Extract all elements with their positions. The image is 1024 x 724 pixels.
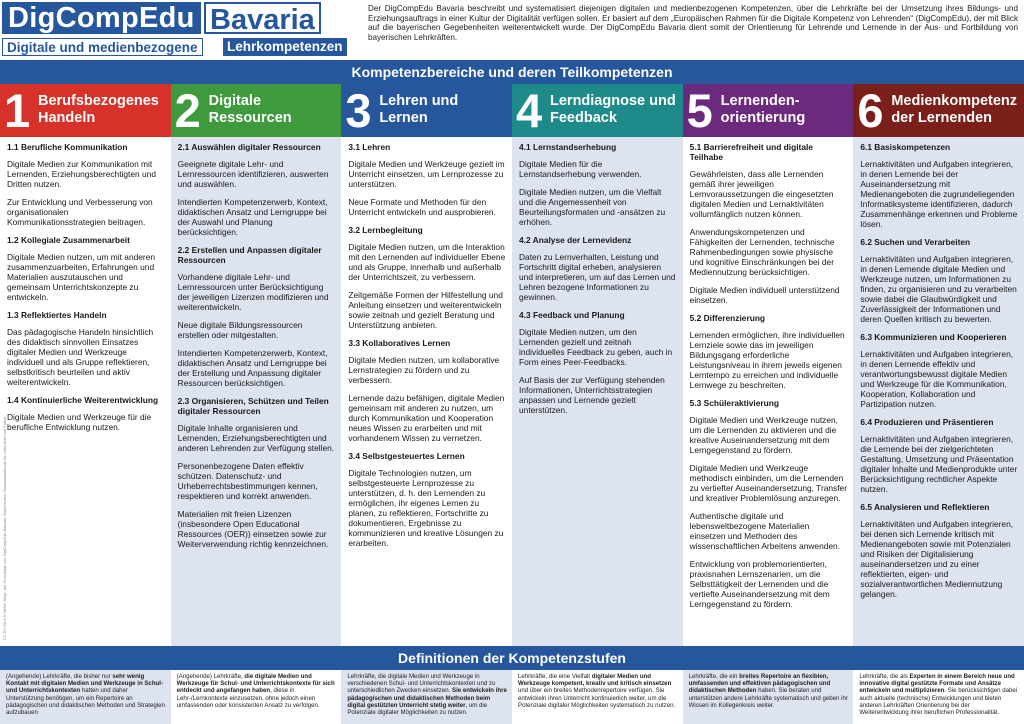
- section-heading-competencies: Kompetenzbereiche und deren Teilkompetenzen: [0, 60, 1024, 84]
- subcompetency-text: Lernenden ermöglichen, ihre individuellen Lernziele sowie das im jeweiligen Bildungsgang erforderliche Leistungsniveau in ihrem jeweils eigenen Lerntempo zu erreichen und individuelle Lernwege zu beschreiten.: [689, 330, 845, 390]
- subcompetency-text: Daten zu Lernverhalten, Leistung und Fortschritt digital erheben, analysieren und interpretieren, um auf das Lernen und Lehren bezogene Informationen zu gewinnen.: [519, 252, 676, 302]
- subcompetency-text: Digitale Medien und Werkzeuge für die berufliche Entwicklung nutzen.: [7, 412, 152, 432]
- competency-columns: [0, 84, 1024, 646]
- subcompetency-heading: 2.2 Erstellen und Anpassen digitaler Ressourcen: [177, 245, 322, 265]
- subcompetency-text: Digitale Medien und Werkzeuge methodisch einbinden, um die Lernenden zu vertiefter Auseinandersetzung, Transfer und kreativer Problemlösung anzuregen.: [689, 463, 848, 503]
- license-note: CC BY-SA 4.0 Stefan Mayr, auf Grundlage von DigCompEdu Bavaria, Bayerisches Staatsministerium für Unterricht und Kultus: [2, 416, 7, 640]
- subcompetency-text: Geeignete digitale Lehr- und Lernressourcen identifizieren, auswerten und auswählen.: [177, 159, 329, 189]
- column-title: Berufsbezogenes Handeln: [38, 93, 159, 126]
- logo-digcompedu: DigCompEdu: [2, 2, 201, 34]
- definition-emphasis: digitaler Medien und Werkzeuge kompetent, kreativ und kritisch einsetzen: [518, 673, 672, 688]
- subcompetency-text: Das pädagogische Handeln hinsichtlich des didaktisch sinnvollen Einsatzes digitaler Medien und Werkzeuge individuell und als Gruppe reflektieren, selbstkritisch beurteilen und aktiv weiterentwickeln.: [7, 327, 154, 387]
- subcompetency-text: Lernaktivitäten und Aufgaben integrieren, in denen Lernende bei der Auseinandersetzung mit Medienangeboten die zugrundeliegenden Informatiksysteme identifizieren, dadurch Zusammenhänge erkennen und Probleme lösen.: [860, 159, 1018, 229]
- level-definition-5: [683, 670, 854, 724]
- subcompetency-heading: 1.4 Kontinuierliche Weiterentwicklung: [7, 395, 159, 405]
- subcompetency-text: Vorhandene digitale Lehr- und Lernressourcen unter Berücksichtigung der jeweiligen Lizenzen modifizieren und weiterentwickeln.: [177, 272, 329, 312]
- subcompetency-text: Entwicklung von problemorientierten, praxisnahen Lernszenarien, um die Selbsttätigkeit der Lernenden und die vertiefte Auseinandersetzung mit dem Lerngegenstand zu fördern.: [689, 559, 830, 609]
- subcompetency-heading: 6.1 Basiskompetenzen: [860, 142, 951, 152]
- subcompetency-heading: 2.1 Auswählen digitaler Ressourcen: [177, 142, 321, 152]
- level-definition-4: [512, 670, 683, 724]
- subcompetency-heading: 5.3 Schüleraktivierung: [689, 398, 780, 408]
- competency-column-3: [341, 84, 512, 646]
- subcompetency-text: Digitale Medien nutzen, um den Lernenden gezielt und zeitnah individuelles Feedback zu geben, auch in Form eines Peer-Feedbacks.: [519, 327, 673, 367]
- column-title: Lehren und Lernen: [379, 93, 459, 126]
- subcompetency-heading: 1.2 Kollegiale Zusammenarbeit: [7, 235, 130, 245]
- subcompetency-text: Digitale Medien für die Lernstandserhebung verwenden.: [519, 159, 642, 179]
- subcompetency-text: Digitale Medien individuell unterstützend einsetzen.: [689, 285, 840, 305]
- definition-text: haben. Sie beraten und unterstützen andere Lehrkräfte systematisch und geben ihr Wissen im Kollegenkreis weiter.: [688, 687, 848, 709]
- subcompetency-heading: 4.2 Analyse der Lernevidenz: [519, 235, 632, 245]
- subcompetency-text: Digitale Medien nutzen, um mit anderen zusammenzuarbeiten, Erfahrungen und Materialien auszutauschen und gemeinsam Unterrichtskonzepte zu entwickeln.: [7, 252, 156, 302]
- subcompetency-text: Materialien mit freien Lizenzen (insbesondere Open Educational Ressources (OER)) einsetzen sowie zur Weiterverwendung richtig kennzeichnen.: [177, 509, 329, 549]
- column-header: [341, 84, 512, 137]
- subcompetency-heading: 5.2 Differenzierung: [689, 313, 766, 323]
- definition-text: hatten und daher Unterstützung benötigen, um ein Repertoire an pädagogischen und didaktischen Methoden und Strategien aufzubauen: [6, 687, 165, 717]
- subcompetency-heading: 4.3 Feedback und Planung: [519, 310, 625, 320]
- column-header: [0, 84, 171, 137]
- column-title: Lerndiagnose und Feedback: [550, 93, 676, 126]
- column-header: [683, 84, 854, 137]
- subcompetency-text: Zeitgemäße Formen der Hilfestellung und Anleitung einsetzen und weiterentwickeln sowie zeitnah und gezielt Beratung und Unterstützung anbieten.: [348, 290, 503, 330]
- definition-text: (Angehende) Lehrkräfte, die bisher nur: [6, 673, 113, 680]
- competency-column-6: [853, 84, 1024, 646]
- competency-column-1: [0, 84, 171, 646]
- column-number: 6: [857, 84, 884, 137]
- subcompetency-text: Digitale Medien nutzen, um kollaborative Lernstrategien zu fördern und zu verbessern.: [348, 355, 500, 385]
- column-body: [171, 137, 342, 549]
- subcompetency-text: Digitale Medien und Werkzeuge nutzen, um die Lernenden zu aktivieren und die kreative Auseinandersetzung mit dem Lerngegenstand zu fördern.: [689, 415, 839, 455]
- level-definition-6: [853, 670, 1024, 724]
- definition-text: . Sie berücksichtigen dabei auch aktuelle (technische) Entwicklungen und bieten anderen Lehrkräften Orientierung bei der Weiterentwicklung ihrer beruflichen Professionalität.: [859, 687, 1018, 717]
- level-definition-1: [0, 670, 171, 724]
- column-number: 2: [174, 84, 201, 137]
- definition-text: (Angehende) Lehrkräfte,: [176, 673, 245, 680]
- definition-emphasis: sehr wenig Kontakt mit digitalen Medien und Werkzeuge in Schul- und Unterrichtskontexten: [6, 673, 163, 695]
- subcompetency-heading: 6.3 Kommunizieren und Kooperieren: [860, 332, 1007, 342]
- subcompetency-text: Intendierten Kompetenzerwerb, Kontext, didaktischen Ansatz und Lerngruppe bei der Erstellung und Anpassung digitaler Ressourcen berücksichtigen.: [177, 348, 328, 388]
- subcompetency-heading: 3.2 Lernbegleitung: [348, 225, 423, 235]
- subcompetency-heading: 5.1 Barrierefreiheit und digitale Teilhabe: [689, 142, 813, 162]
- definition-text: Lehrkräfte, die digitale Medien und Werkzeuge in verschiedenen Schul- und Unterrichtskontexten und zu unterschiedlichen Zwecken einsetzen.: [347, 673, 496, 695]
- column-title: Digitale Ressourcen: [208, 93, 292, 126]
- subcompetency-text: Gewährleisten, dass alle Lernenden gemäß ihrer jeweiligen Lernvoraussetzungen die eingesetzten digitalen Medien und Lernaktivitäten vollumfänglich nutzen können.: [689, 169, 834, 219]
- column-number: 4: [516, 84, 543, 137]
- definition-text: Lehrkräfte, die als: [859, 673, 910, 680]
- column-header: [171, 84, 342, 137]
- subcompetency-text: Lernaktivitäten und Aufgaben integrieren, in denen Lernende digitale Medien und Werkzeuge nutzen, um Informationen zu finden, zu organisieren und zu verarbeiten sowie dabei die Glaubwürdigkeit und Zuverlässigkeit der Informationen und deren Quellen kritisch zu bewerten.: [860, 254, 1017, 324]
- definition-text: , diese in Lehr-/Lernkontexte einzusetzen, ohne jedoch einen umfassenden oder konsistenten Ansatz zu verfolgen.: [176, 687, 320, 709]
- subcompetency-text: Lernaktivitäten und Aufgaben integrieren, in denen Lernende effektiv und verantwortungsbewusst digitale Medien und Werkzeuge für die Kommunikation, Kooperation, Kollaboration und Partizipation nutzen.: [860, 349, 1014, 409]
- subcompetency-heading: 3.4 Selbstgesteuertes Lernen: [348, 451, 465, 461]
- intro-text: Der DigCompEdu Bavaria beschreibt und systematisiert diejenigen digitalen und medienbezogenen Kompetenzen, über die Lehrkräfte bei der Umsetzung ihres Bildungs- und Erziehungsauftrags in einer Kultur der Digitalität verfügen sollen. Er basiert auf dem „Europäischen Rahmen für die Digitale Kompetenz von Lehrenden“ (DigCompEdu), der mit Blick auf die bayerischen Gegebenheiten weiterentwickelt wurde. Der DigCompEdu Bavaria dient somit der Orientierung für Lehrende und Lernende in der Aus- und Fortbildung von bayerischen Lehrkräften.: [368, 4, 1018, 42]
- definition-row: [0, 670, 1024, 724]
- definition-emphasis: Sie entwickeln ihre pädagogischen und didaktischen Methoden beim digital gestützten Unterricht stetig weiter: [347, 687, 507, 709]
- definition-text: , um die Potenziale digitaler Möglichkeiten zu nutzen.: [347, 701, 488, 717]
- column-header: [512, 84, 683, 137]
- column-body: [0, 137, 171, 432]
- definition-emphasis: breites Repertoire an flexiblen, umfassenden und effektiven pädagogischen und didaktischen Methoden: [688, 673, 831, 695]
- column-body: [341, 137, 512, 548]
- column-header: [853, 84, 1024, 137]
- subcompetency-heading: 3.3 Kollaboratives Lernen: [348, 338, 451, 348]
- subcompetency-text: Digitale Technologien nutzen, um selbstgesteuerte Lernprozesse zu unterstützen, d. h. den Lernenden zu ermöglichen, ihr eigenes Lernen zu planen, zu reflektieren, Fortschritte zu dokumentieren, Ergebnisse zu kommunizieren und kreative Lösungen zu erarbeiten.: [348, 468, 504, 548]
- subcompetency-text: Digitale Medien nutzen, um die Vielfalt und die Angemessenheit von Beurteilungsformaten und -ansätzen zu erhöhen.: [519, 187, 666, 227]
- subcompetency-text: Personenbezogene Daten effektiv schützen. Datenschutz- und Urheberrechtsbestimmungen kennen, respektieren und korrekt anwenden.: [177, 461, 318, 501]
- logo-bavaria: Bavaria: [204, 2, 321, 34]
- competency-column-2: [171, 84, 342, 646]
- subtitle-part1: Digitale und medienbezogene: [2, 38, 203, 56]
- subcompetency-heading: 4.1 Lernstandserhebung: [519, 142, 617, 152]
- subcompetency-text: Digitale Inhalte organisieren und Lernenden, Erziehungsberechtigten und anderen Lehrenden zur Verfügung stellen.: [177, 423, 335, 453]
- subcompetency-heading: 1.3 Reflektiertes Handeln: [7, 310, 107, 320]
- definition-emphasis: Experten in einem Bereich neue und innovative digital gestützte Formate und Ansätze entwickeln und multiplizieren: [859, 673, 1015, 695]
- subcompetency-text: Digitale Medien zur Kommunikation mit Lernenden, Erziehungsberechtigten und Dritten nutzen.: [7, 159, 156, 189]
- column-title: Medienkompetenz der Lernenden: [891, 93, 1018, 126]
- column-body: [853, 137, 1024, 599]
- section-heading-definitions: Definitionen der Kompetenzstufen: [0, 646, 1024, 670]
- header: [0, 0, 1024, 57]
- subcompetency-heading: 1.1 Berufliche Kommunikation: [7, 142, 128, 152]
- definition-text: Lehrkräfte, die eine Vielfalt: [518, 673, 592, 680]
- column-number: 1: [4, 84, 31, 137]
- subcompetency-heading: 6.2 Suchen und Verarbeiten: [860, 237, 971, 247]
- definition-emphasis: die digitale Medien und Werkzeuge für Schul- und Unterrichtskontexte für sich entdeckt und angefangen haben: [176, 673, 335, 695]
- subcompetency-text: Lernaktivitäten und Aufgaben integrieren, bei denen sich Lernende kritisch mit Medienangeboten sowie mit Potenzialen und Risiken der Digitalisierung auseinandersetzen und zu einer reflektierten, eigen- und sozialverantwortlichen Mediennutzung gelangen.: [860, 519, 1014, 599]
- subcompetency-text: Neue Formate und Methoden für den Unterricht entwickeln und ausprobieren.: [348, 197, 496, 217]
- subcompetency-heading: 6.5 Analysieren und Reflektieren: [860, 502, 990, 512]
- competency-column-5: [683, 84, 854, 646]
- column-number: 5: [686, 84, 713, 137]
- column-body: [683, 137, 854, 609]
- subcompetency-heading: 6.4 Produzieren und Präsentieren: [860, 417, 994, 427]
- level-definition-2: [171, 670, 342, 724]
- column-body: [512, 137, 683, 415]
- subcompetency-text: Authentische digitale und lebensweltbezogene Materialien einsetzen und Methoden des wissenschaftlichen Arbeitens anwenden.: [689, 511, 841, 551]
- subcompetency-heading: 3.1 Lehren: [348, 142, 391, 152]
- definition-text: Lehrkräfte, die ein: [688, 673, 740, 680]
- subcompetency-text: Zur Entwicklung und Verbesserung von organisationalen Kommunikationsstrategien beitragen.: [7, 197, 153, 227]
- definition-text: und über ein breites Methodenrepertoire verfügen. Sie entwickeln ihren Unterricht kontinuierlich weiter, um die Potenziale digitaler Möglichkeiten systematisch zu nutzen.: [518, 687, 676, 709]
- subcompetency-heading: 2.3 Organisieren, Schützen und Teilen digitaler Ressourcen: [177, 396, 329, 416]
- subcompetency-text: Intendierten Kompetenzerwerb, Kontext, didaktischen Ansatz und Lerngruppe bei der Auswahl und Planung berücksichtigen.: [177, 197, 328, 237]
- subcompetency-text: Lernende dazu befähigen, digitale Medien gemeinsam mit anderen zu nutzen, um durch Kommunikation und Kooperation neues Wissen zu erarbeiten und mit vorhandenem Wissen zu vernetzen.: [348, 393, 505, 443]
- subcompetency-text: Digitale Medien und Werkzeuge gezielt im Unterricht einsetzen, um Lernprozesse zu unterstützen.: [348, 159, 505, 189]
- subcompetency-text: Lernaktivitäten und Aufgaben integrieren, die Lernende bei der zielgerichteten Gestaltung, Umsetzung und Präsentation digitaler Inhalte und Medienprodukte unter Berücksichtigung rechtlicher Aspekte nutzen.: [860, 434, 1018, 494]
- column-title: Lernenden-orientierung: [720, 93, 806, 126]
- column-number: 3: [345, 84, 372, 137]
- subcompetency-text: Digitale Medien nutzen, um die Interaktion mit den Lernenden auf individueller Ebene und als Gruppe, innerhalb und außerhalb der Unterrichtszeit, zu verbessern.: [348, 242, 506, 282]
- level-definition-3: [341, 670, 512, 724]
- subcompetency-text: Auf Basis der zur Verfügung stehenden Informationen, Unterrichtsstrategien anpassen und Lernende gezielt unterstützen.: [519, 375, 665, 415]
- subcompetency-text: Neue digitale Bildungsressourcen erstellen oder mitgestalten.: [177, 320, 303, 340]
- subcompetency-text: Anwendungskompetenzen und Fähigkeiten der Lernenden, technische Rahmenbedingungen sowie physische und kognitive Einschränkungen bei der Mediennutzung berücksichtigen.: [689, 227, 835, 277]
- subtitle-part2: Lehrkompetenzen: [223, 38, 347, 56]
- competency-column-4: [512, 84, 683, 646]
